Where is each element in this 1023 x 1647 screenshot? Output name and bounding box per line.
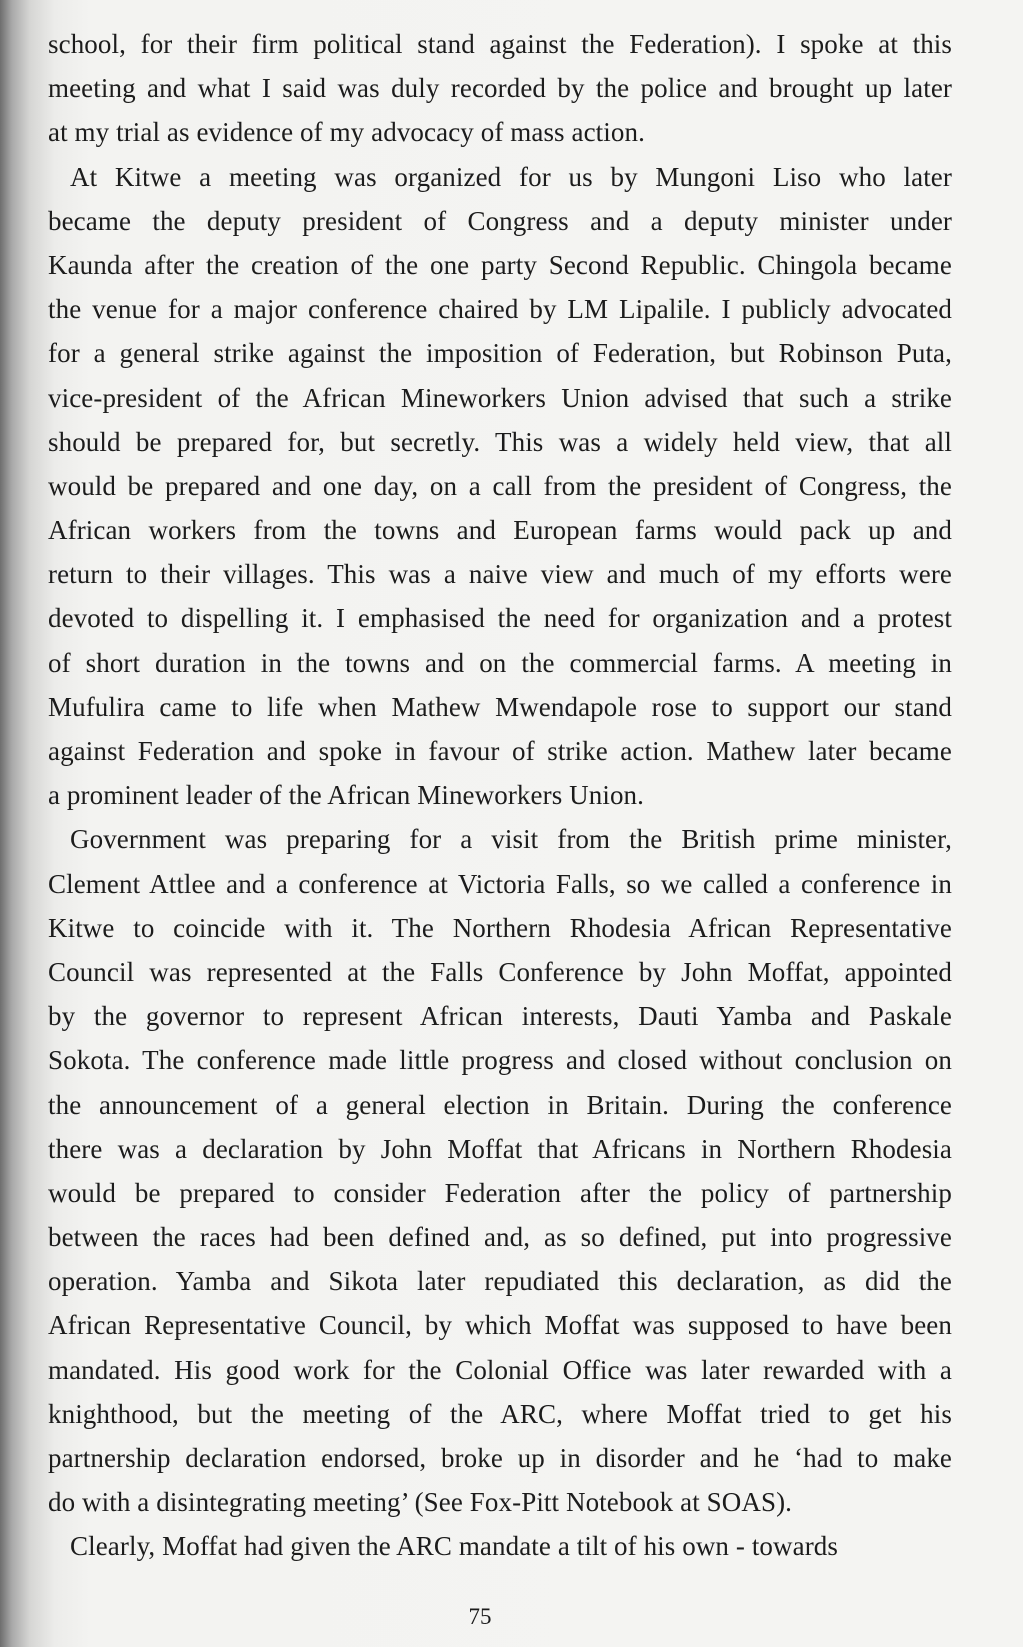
text-line: meeting and what I said was duly recorded by the police and brought up later (48, 73, 952, 104)
text-line: there was a declaration by John Moffat that Africans in Northern Rhodesia (48, 1133, 952, 1164)
text-line: do with a disintegrating meeting’ (See Fox-Pitt Notebook at SOAS). (48, 1487, 793, 1518)
page-body (48, 22, 952, 1569)
text-line: by the governor to represent African interests, Dauti Yamba and Paskale (48, 1001, 952, 1032)
text-line: At Kitwe a meeting was organized for us by Mungoni Liso who later (70, 161, 952, 192)
text-line: the venue for a major conference chaired by LM Lipalile. I publicly advocated (48, 294, 952, 325)
text-line: mandated. His good work for the Colonial Office was later rewarded with a (48, 1354, 952, 1385)
text-line: partnership declaration endorsed, broke up in disorder and he ‘had to make (48, 1443, 952, 1473)
text-line: against Federation and spoke in favour of strike action. Mathew later became (48, 736, 952, 766)
text-line: Kaunda after the creation of the one party Second Republic. Chingola became (48, 249, 952, 280)
text-line: Kitwe to coincide with it. The Northern Rhodesia African Representative (48, 912, 952, 943)
text-line: the announcement of a general election in Britain. During the conference (48, 1089, 952, 1120)
text-line: school, for their firm political stand against the Federation). I spoke at this (48, 29, 952, 59)
text-line: should be prepared for, but secretly. This was a widely held view, that all (48, 426, 952, 457)
text-line: would be prepared and one day, on a call from the president of Congress, the (48, 470, 952, 501)
text-line: devoted to dispelling it. I emphasised the need for organization and a protest (48, 603, 952, 634)
page-number: 75 (468, 1604, 492, 1629)
text-line: knighthood, but the meeting of the ARC, where Moffat tried to get his (48, 1398, 952, 1429)
text-line: would be prepared to consider Federation after the policy of partnership (48, 1177, 952, 1208)
text-line: return to their villages. This was a naive view and much of my efforts were (48, 559, 952, 590)
text-line: vice-president of the African Mineworkers Union advised that such a strike (48, 382, 952, 413)
text-line: operation. Yamba and Sikota later repudiated this declaration, as did the (48, 1266, 952, 1297)
text-line: African workers from the towns and European farms would pack up and (48, 515, 952, 546)
text-line: for a general strike against the imposition of Federation, but Robinson Puta, (48, 338, 952, 369)
text-line: between the races had been defined and, as so defined, put into progressive (48, 1222, 952, 1253)
text-line: Sokota. The conference made little progress and closed without conclusion on (48, 1045, 952, 1076)
text-line: Clement Attlee and a conference at Victoria Falls, so we called a conference in (48, 868, 952, 899)
text-line: Government was preparing for a visit from the British prime minister, (70, 824, 952, 855)
text-line: a prominent leader of the African Mineworkers Union. (48, 780, 645, 811)
text-line: of short duration in the towns and on the commercial farms. A meeting in (48, 647, 952, 678)
text-line: Mufulira came to life when Mathew Mwendapole rose to support our stand (48, 691, 952, 722)
text-line: Council was represented at the Falls Conference by John Moffat, appointed (48, 956, 952, 987)
text-line: African Representative Council, by which Moffat was supposed to have been (48, 1310, 952, 1341)
text-line: Clearly, Moffat had given the ARC mandate a tilt of his own - towards (70, 1531, 839, 1562)
text-line: became the deputy president of Congress and a deputy minister under (48, 205, 952, 236)
text-line: at my trial as evidence of my advocacy of mass action. (48, 117, 645, 148)
